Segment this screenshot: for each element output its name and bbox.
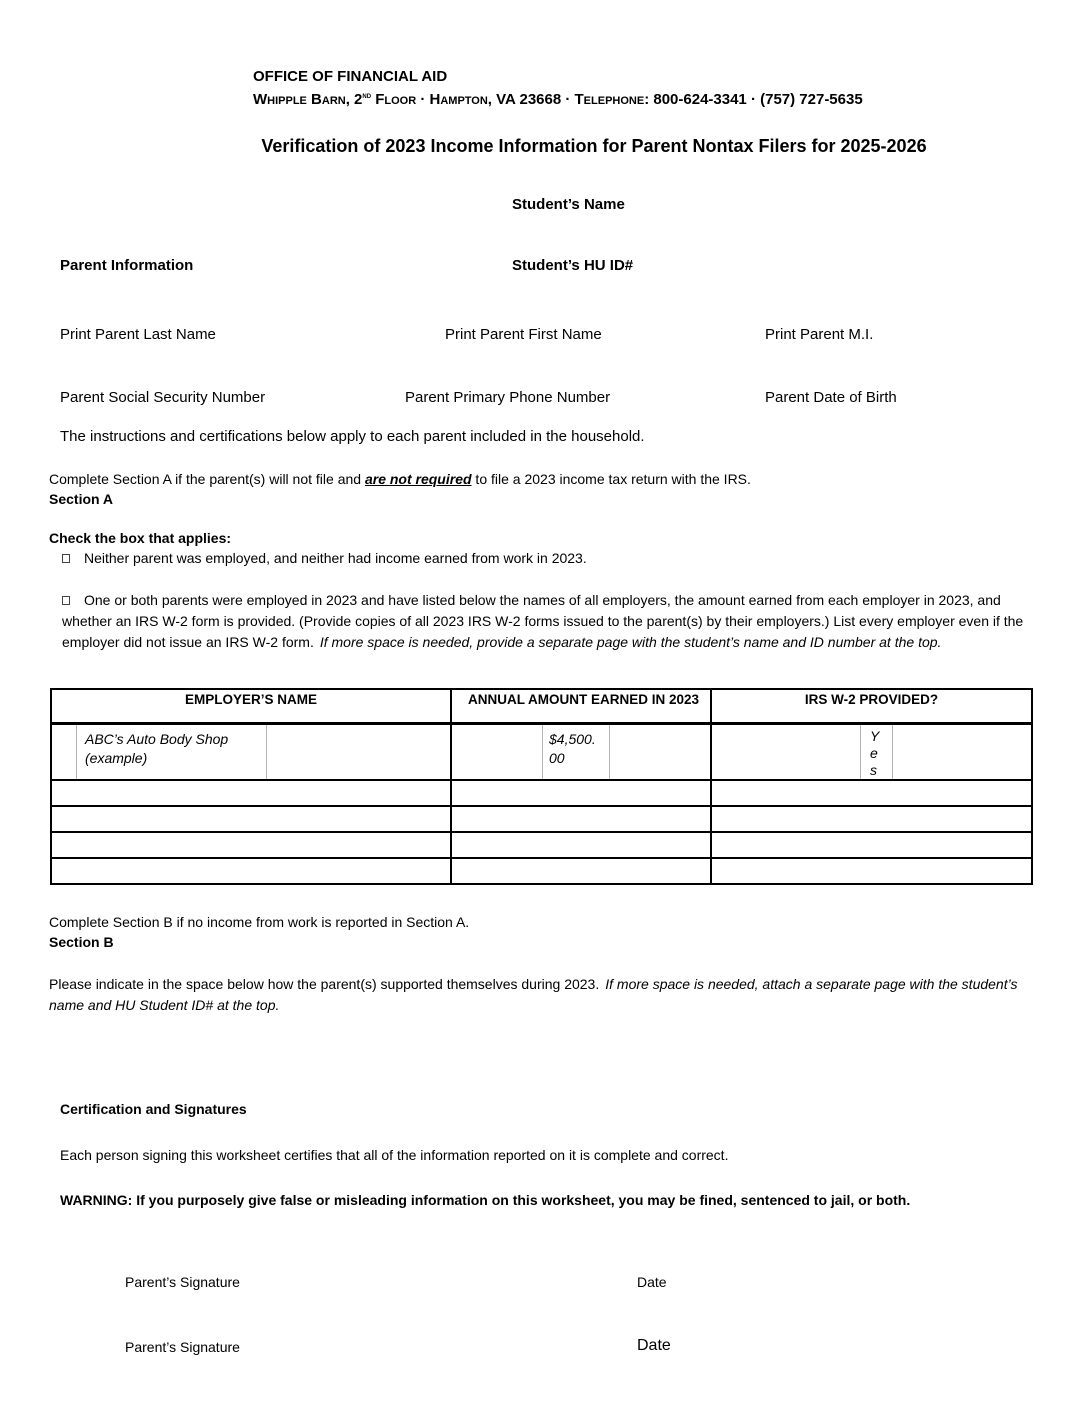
form-title: Verification of 2023 Income Information for Parent Nontax Filers for 2025-2026: [261, 136, 927, 156]
employer-name-cell[interactable]: [52, 781, 452, 805]
not-employed-checkbox[interactable]: [62, 554, 70, 563]
annual-amount-cell[interactable]: [452, 859, 712, 883]
option-not-employed-text: Neither parent was employed, and neither had income earned from work in 2023.: [84, 550, 587, 566]
employer-name-header: EMPLOYER’S NAME: [52, 690, 452, 722]
option-employed-text: One or both parents were employed in 2023 and have listed below the names of all employers, the amount earned from each employer in 2023, and whether an IRS W-2 form is provided. (Provide copies of all 2023 IRS W-2 forms issued to the parent(s) by their employers.) List every employer even if the employer did not issue an IRS W-2 form.: [62, 592, 1024, 650]
section-a-intro-suffix: to file a 2023 income tax return with the IRS.: [471, 471, 751, 487]
employed-checkbox[interactable]: [62, 596, 70, 605]
section-b-prompt: [49, 974, 1034, 1016]
students-hu-id-label: Student’s HU ID#: [512, 257, 634, 274]
certification-statement: Each person signing this worksheet certifies that all of the information reported on it is complete and correct.: [60, 1147, 729, 1163]
section-a-intro-emphasis: are not required: [364, 471, 472, 487]
parent-mi-label: Print Parent M.I.: [765, 326, 874, 343]
annual-amount-header: ANNUAL AMOUNT EARNED IN 2023: [452, 690, 712, 722]
date-label-2: Date: [637, 1337, 671, 1354]
office-name: OFFICE OF FINANCIAL AID: [253, 68, 448, 85]
office-address: [253, 90, 863, 108]
annual-amount-cell[interactable]: [452, 807, 712, 831]
parent-ssn-label: Parent Social Security Number: [60, 389, 266, 406]
parent-first-name-label: Print Parent First Name: [445, 326, 602, 343]
example-amount-value: $4,500.00: [542, 725, 610, 779]
parent-phone-label: Parent Primary Phone Number: [405, 389, 611, 406]
section-a-intro-prefix: Complete Section A if the parent(s) will not file and: [49, 471, 365, 487]
employer-table-row: [52, 831, 1031, 857]
section-a-intro: [49, 469, 751, 489]
w2-provided-cell[interactable]: [712, 859, 1031, 883]
employer-table-header-row: [52, 690, 1031, 722]
household-note: The instructions and certifications below apply to each parent included in the household.: [60, 428, 645, 445]
section-a-heading: Section A: [49, 491, 114, 507]
employer-table-empty-rows: [52, 779, 1031, 883]
option-not-employed: [62, 548, 587, 568]
office-address-rest: Floor · Hampton, VA 23668 · Telephone: 800-624-3341 · (757) 727-5635: [371, 91, 863, 108]
employer-name-cell[interactable]: [52, 833, 452, 857]
section-b-prompt-text: Please indicate in the space below how the parent(s) supported themselves during 2023.: [49, 976, 600, 992]
date-label-1: Date: [637, 1274, 667, 1290]
example-employer-value: ABC’s Auto Body Shop (example): [76, 725, 267, 779]
parent-signature-label-2: Parent’s Signature: [125, 1339, 240, 1355]
w2-provided-cell[interactable]: [712, 781, 1031, 805]
w2-provided-cell[interactable]: [712, 833, 1031, 857]
office-address-ordinal: nd: [362, 90, 372, 100]
parent-information-heading: Parent Information: [60, 257, 194, 274]
employer-table: [50, 688, 1033, 885]
w2-provided-header: IRS W-2 PROVIDED?: [804, 692, 939, 707]
employer-table-row: [52, 779, 1031, 805]
employer-name-cell[interactable]: [52, 807, 452, 831]
w2-provided-cell[interactable]: [712, 807, 1031, 831]
example-w2-value: Yes: [860, 725, 893, 779]
certification-heading: Certification and Signatures: [60, 1101, 247, 1117]
employer-name-cell[interactable]: [52, 859, 452, 883]
parent-dob-label: Parent Date of Birth: [765, 389, 897, 406]
section-b-intro: Complete Section B if no income from work is reported in Section A.: [49, 914, 470, 930]
example-w2-cell[interactable]: [712, 725, 1031, 779]
annual-amount-cell[interactable]: [452, 833, 712, 857]
parent-last-name-label: Print Parent Last Name: [60, 326, 216, 343]
annual-amount-cell[interactable]: [452, 781, 712, 805]
employer-table-example-row: [52, 722, 1031, 779]
example-employer-cell[interactable]: [52, 725, 452, 779]
example-amount-cell[interactable]: [452, 725, 712, 779]
option-employed-note: If more space is needed, provide a separate page with the student’s name and ID number at the top.: [319, 634, 942, 650]
section-b-prompt-note: If more space is needed, attach a separate page with the student’s name and HU Student ID# at the top.: [49, 976, 1018, 1013]
employer-table-row: [52, 805, 1031, 831]
section-b-heading: Section B: [49, 934, 114, 950]
office-address-prefix: Whipple Barn, 2: [253, 91, 363, 108]
check-box-instruction: Check the box that applies:: [49, 530, 232, 546]
option-employed: [62, 590, 1032, 653]
parent-signature-label-1: Parent’s Signature: [125, 1274, 240, 1290]
certification-warning: WARNING: If you purposely give false or misleading information on this worksheet, you may be fined, sentenced to jail, or both.: [60, 1192, 911, 1208]
students-name-label: Student’s Name: [512, 196, 625, 213]
employer-table-row: [52, 857, 1031, 883]
